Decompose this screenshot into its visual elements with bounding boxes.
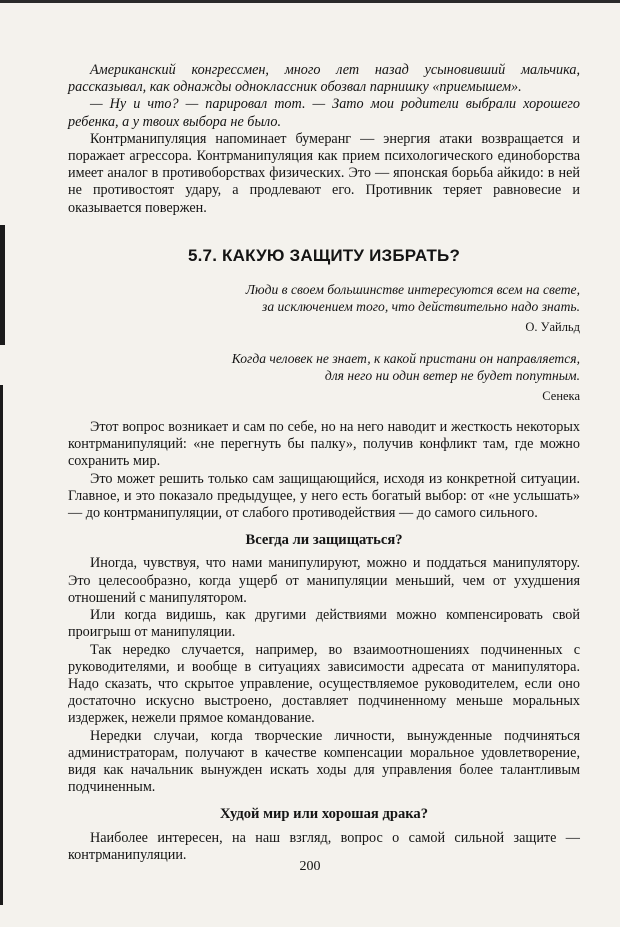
epigraph-line: за исключением того, что действительно надо знать. xyxy=(262,299,580,315)
subheading: Всегда ли защищаться? xyxy=(245,532,403,549)
epigraph-author: Сенека xyxy=(542,388,580,403)
anecdote-reply: — Ну и что? — парировал тот. — Зато мои родители выбрали хорошего ребенка, а у твоих выбора не было. xyxy=(68,96,580,130)
epigraph-line: Когда человек не знает, к какой пристани он направляется, xyxy=(231,351,580,367)
anecdote-paragraph: Американский конгрессмен, много лет назад усыновивший мальчика, рассказывал, как однажды одноклассник обозвал парнишку «приемышем». xyxy=(68,62,580,96)
body-paragraph: Нередки случаи, когда творческие личности, вынужденные подчиняться администраторам, получают в качестве компенсации моральное удовлетворение, видя как начальник вынужден искать ходы для управления более талантливым подчиненным. xyxy=(68,727,580,796)
text-column xyxy=(68,62,580,864)
epigraph-1 xyxy=(68,281,580,336)
body-paragraph: Или когда видишь, как другими действиями можно компенсировать свой проигрыш от манипуляции. xyxy=(68,607,580,641)
body-paragraph: Так нередко случается, например, во взаимоотношениях подчиненных с руководителями, и вообще в ситуациях зависимости адресата от манипулятора. Надо сказать, что скрытое управление, осуществляемое руководителем, если оно достаточно искусно выстроено, доставляет подчиненному меньше моральных издержек, нежели прямое командование. xyxy=(68,641,580,727)
epigraph-line: Люди в своем большинстве интересуются всем на свете, xyxy=(245,282,580,298)
epigraph-author: О. Уайльд xyxy=(525,319,580,334)
scan-left-edge xyxy=(0,225,5,345)
body-paragraph: Наиболее интересен, на наш взгляд, вопрос о самой сильной защите — контрманипуляции. xyxy=(68,829,580,863)
epigraph-2 xyxy=(68,350,580,405)
body-paragraph: Иногда, чувствуя, что нами манипулируют, можно и поддаться манипулятору. Это целесообразно, когда ущерб от манипуляции меньший, чем от ухудшения отношений с манипулятором. xyxy=(68,555,580,606)
body-paragraph: Этот вопрос возникает и сам по себе, но на него наводит и жесткость некоторых контрманипуляций: «не перегнуть бы палку», получив конфликт там, где можно сохранить мир. xyxy=(68,419,580,470)
section-title: 5.7. КАКУЮ ЗАЩИТУ ИЗБРАТЬ? xyxy=(187,245,461,265)
subheading: Худой мир или хорошая драка? xyxy=(219,806,429,823)
scan-top-edge xyxy=(0,0,620,3)
body-paragraph: Это может решить только сам защищающийся, исходя из конкретной ситуации. Главное, и это показало предыдущее, у него есть богатый выбор: от «не услышать» — до контрманипуляции, от слабого противодействия — до самого сильного. xyxy=(68,470,580,522)
page-number: 200 xyxy=(299,859,321,874)
scan-left-edge-lower xyxy=(0,385,3,905)
body-paragraph: Контрманипуляция напоминает бумеранг — энергия атаки возвращается и поражает агрессора. Контрманипуляция как прием психологического единоборства имеет аналог в противоборствах физических. Это — японская борьба айкидо: в ней не противостоят удару, а продлевают его. Противник теряет равновесие и оказывается повержен. xyxy=(68,130,580,216)
epigraph-line: для него ни один ветер не будет попутным. xyxy=(324,368,580,384)
